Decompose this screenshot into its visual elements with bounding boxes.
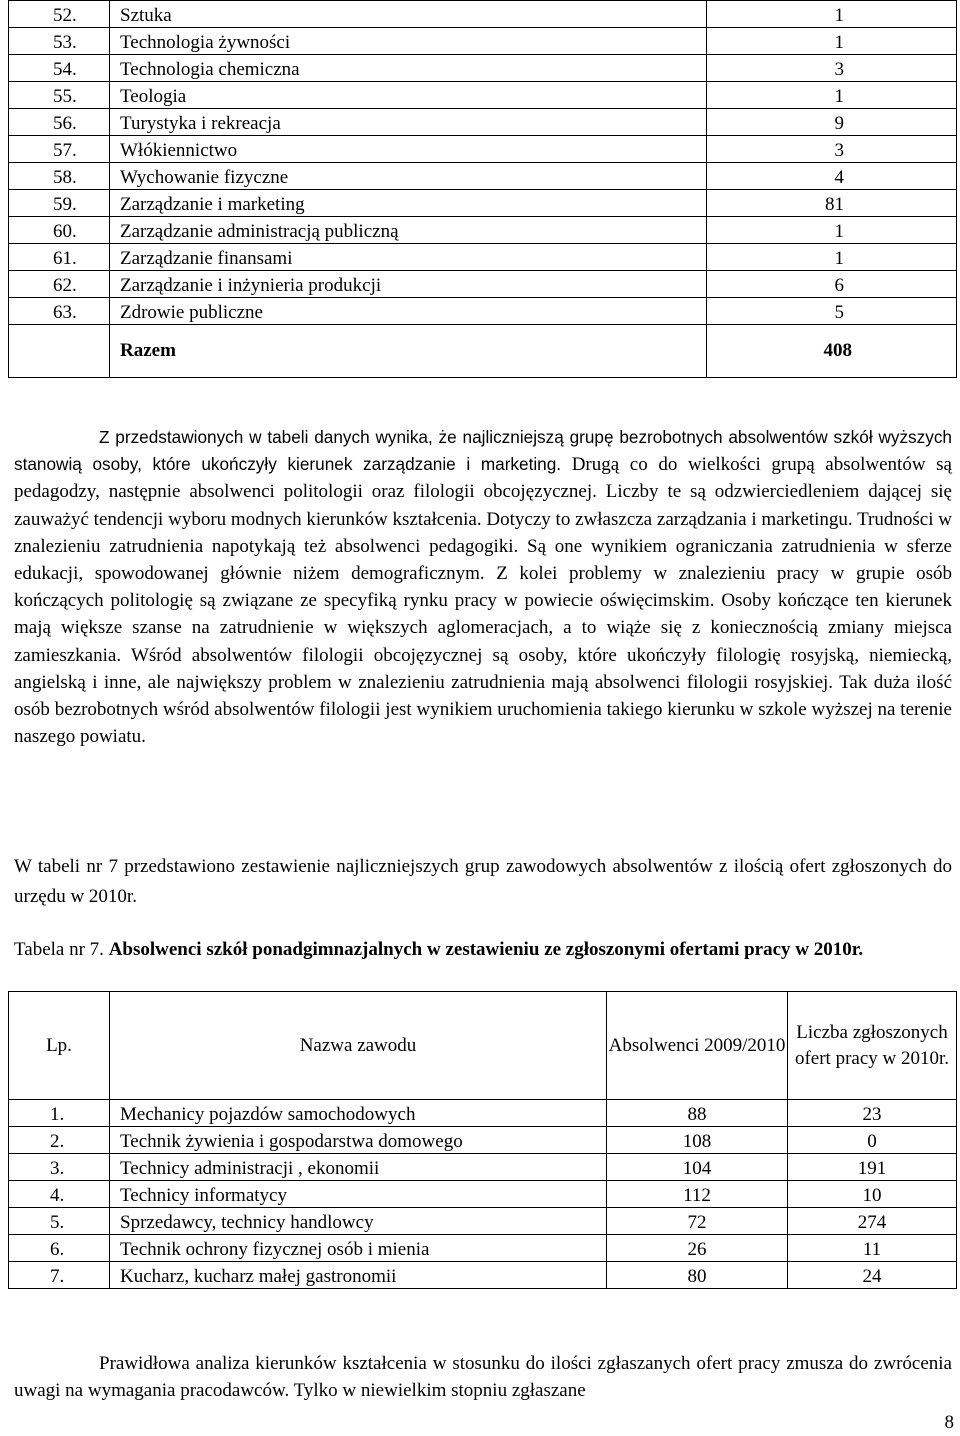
row-number: 58. <box>9 163 110 190</box>
row-number: 63. <box>9 298 110 325</box>
table-body <box>9 1 957 378</box>
graduates-by-field-table <box>8 0 957 378</box>
offers-count: 274 <box>788 1208 957 1235</box>
table-row <box>9 244 957 271</box>
header-oferty: Liczba zgłoszonych ofert pracy w 2010r. <box>788 992 957 1100</box>
total-row <box>9 325 957 378</box>
graduates-count: 104 <box>607 1154 788 1181</box>
graduate-count: 3 <box>707 55 957 82</box>
field-name: Zarządzanie finansami <box>110 244 707 271</box>
paragraph-serif-part: Drugą co do wielkości grupą absolwentów są pedagodzy, następnie absolwenci politologii oraz filologii obcojęzycznej. <box>14 454 952 503</box>
offers-count: 23 <box>788 1100 957 1127</box>
graduate-count: 1 <box>707 28 957 55</box>
occupation-name: Sprzedawcy, technicy handlowcy <box>110 1208 607 1235</box>
field-name: Technologia chemiczna <box>110 55 707 82</box>
offers-count: 0 <box>788 1127 957 1154</box>
total-value: 408 <box>707 325 957 378</box>
graduate-count: 1 <box>707 244 957 271</box>
caption-prefix: Tabela nr 7. <box>14 939 109 960</box>
graduate-count: 1 <box>707 217 957 244</box>
graduates-count: 88 <box>607 1100 788 1127</box>
paragraph-serif-part: Liczby te są odzwierciedleniem dającej się zauważyć tendencji wyboru modnych kierunków kształcenia. Dotyczy to zwłaszcza zarządzania i marketingu. Trudności w znalezieniu zatrudnienia napotykają też absolwenci pedagogiki. Są one wynikiem ograniczania zatrudnienia w sferze edukacji, spowodowanej głównie niżem demograficznym. Z kolei problemy w znalezieniu pracy w grupie osób kończących politologię są związane ze specyfiką rynku pracy w powiecie oświęcimskim. Osoby kończące ten kierunek mają większe szanse na zatrudnienie w większych aglomeracjach, a to wiąże się z koniecznością zmiany miejsca zamieszkania. Wśród absolwentów filologii obcojęzycznej są osoby, które ukończyły filologię rosyjską, niemiecką, angielską i inne, ale największy problem w znalezieniu zatrudnienia mają absolwenci filologii rosyjskiej. Tak duża ilość osób bezrobotnych wśród absolwentów filologii jest wynikiem uruchomienia takiego kierunku w szkole wyższej na terenie naszego powiatu. <box>14 481 952 748</box>
table-row <box>9 55 957 82</box>
row-number: 5. <box>9 1208 110 1235</box>
offers-count: 10 <box>788 1181 957 1208</box>
row-number: 59. <box>9 190 110 217</box>
analysis-paragraph <box>14 424 952 750</box>
graduates-vs-offers-table <box>8 991 957 1289</box>
occupation-name: Technicy informatycy <box>110 1181 607 1208</box>
offers-count: 191 <box>788 1154 957 1181</box>
table-row <box>9 136 957 163</box>
graduates-count: 72 <box>607 1208 788 1235</box>
table-row <box>9 1208 957 1235</box>
graduate-count: 5 <box>707 298 957 325</box>
row-number: 7. <box>9 1262 110 1289</box>
row-number: 55. <box>9 82 110 109</box>
table-row <box>9 109 957 136</box>
graduate-count: 1 <box>707 1 957 28</box>
row-number: 4. <box>9 1181 110 1208</box>
graduate-count: 9 <box>707 109 957 136</box>
row-number: 57. <box>9 136 110 163</box>
closing-paragraph: Prawidłowa analiza kierunków kształcenia w stosunku do ilości zgłaszanych ofert pracy zmusza do zwrócenia uwagi na wymagania pracodawców. Tylko w niewielkim stopniu zgłaszane <box>14 1353 952 1402</box>
occupation-name: Technicy administracji , ekonomii <box>110 1154 607 1181</box>
total-label: Razem <box>110 325 707 378</box>
table-body <box>9 992 957 1289</box>
row-number: 61. <box>9 244 110 271</box>
table-row <box>9 1262 957 1289</box>
row-number: 62. <box>9 271 110 298</box>
row-number: 52. <box>9 1 110 28</box>
graduates-count: 26 <box>607 1235 788 1262</box>
table-row <box>9 1235 957 1262</box>
table-row <box>9 1154 957 1181</box>
row-number: 6. <box>9 1235 110 1262</box>
field-name: Sztuka <box>110 1 707 28</box>
occupation-name: Technik ochrony fizycznej osób i mienia <box>110 1235 607 1262</box>
row-number: 3. <box>9 1154 110 1181</box>
graduate-count: 4 <box>707 163 957 190</box>
field-name: Technologia żywności <box>110 28 707 55</box>
row-number: 54. <box>9 55 110 82</box>
graduates-count: 108 <box>607 1127 788 1154</box>
graduate-count: 81 <box>707 190 957 217</box>
header-absolwenci: Absolwenci 2009/2010 <box>607 992 788 1100</box>
row-number: 56. <box>9 109 110 136</box>
row-number: 60. <box>9 217 110 244</box>
occupation-name: Kucharz, kucharz małej gastronomii <box>110 1262 607 1289</box>
field-name: Zarządzanie i inżynieria produkcji <box>110 271 707 298</box>
field-name: Zarządzanie administracją publiczną <box>110 217 707 244</box>
field-name: Zdrowie publiczne <box>110 298 707 325</box>
field-name: Turystyka i rekreacja <box>110 109 707 136</box>
intro-paragraph: W tabeli nr 7 przedstawiono zestawienie najliczniejszych grup zawodowych absolwentów z ilością ofert zgłoszonych do urzędu w 2010r. <box>14 856 952 907</box>
table-row <box>9 1 957 28</box>
table-row <box>9 298 957 325</box>
table-row <box>9 28 957 55</box>
row-number: 1. <box>9 1100 110 1127</box>
table-row <box>9 1181 957 1208</box>
header-row <box>9 992 957 1100</box>
row-number: 2. <box>9 1127 110 1154</box>
header-name: Nazwa zawodu <box>110 992 607 1100</box>
table-row <box>9 1100 957 1127</box>
graduate-count: 6 <box>707 271 957 298</box>
offers-count: 24 <box>788 1262 957 1289</box>
offers-count: 11 <box>788 1235 957 1262</box>
table-row <box>9 190 957 217</box>
paragraph-sans-part: Z przedstawionych w tabeli danych wynika, że najliczniejszą grupę bezrobotnych absolwentów szkół wyższych stanowią osoby, które ukończyły kierunek zarządzanie i marketing. <box>14 427 952 475</box>
field-name: Zarządzanie i marketing <box>110 190 707 217</box>
table-row <box>9 82 957 109</box>
field-name: Włókiennictwo <box>110 136 707 163</box>
table-caption <box>14 936 952 963</box>
graduate-count: 1 <box>707 82 957 109</box>
header-lp: Lp. <box>9 992 110 1100</box>
occupation-name: Technik żywienia i gospodarstwa domowego <box>110 1127 607 1154</box>
graduate-count: 3 <box>707 136 957 163</box>
table-row <box>9 271 957 298</box>
field-name: Wychowanie fizyczne <box>110 163 707 190</box>
graduates-count: 112 <box>607 1181 788 1208</box>
row-number: 53. <box>9 28 110 55</box>
graduates-count: 80 <box>607 1262 788 1289</box>
field-name: Teologia <box>110 82 707 109</box>
table-row <box>9 163 957 190</box>
occupation-name: Mechanicy pojazdów samochodowych <box>110 1100 607 1127</box>
page-number: 8 <box>944 1412 954 1433</box>
table-row <box>9 1127 957 1154</box>
caption-title: Absolwenci szkół ponadgimnazjalnych w zestawieniu ze zgłoszonymi ofertami pracy w 2010r. <box>108 939 864 960</box>
table-row <box>9 217 957 244</box>
empty-cell <box>9 325 110 378</box>
